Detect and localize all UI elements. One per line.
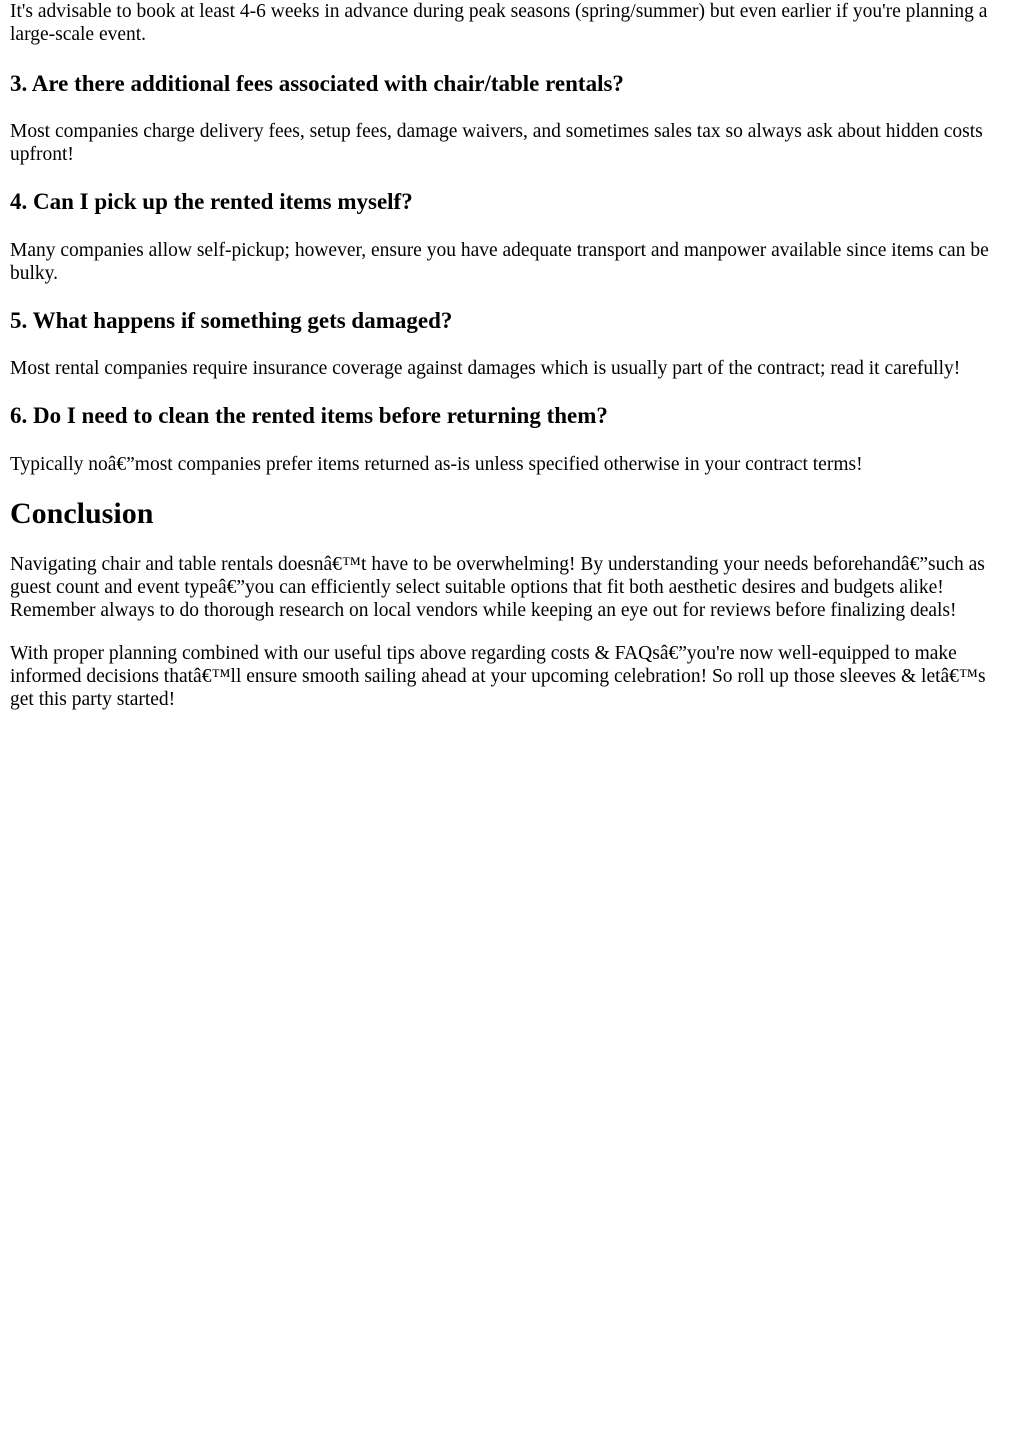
intro-paragraph: It's advisable to book at least 4-6 weeks in advance during peak seasons (spring/summer) but even earlier if you're planning a large-scale event. (10, 1, 988, 45)
faq-answer-3: Most companies charge delivery fees, setup fees, damage waivers, and sometimes sales tax so always ask about hidden costs upfront! (10, 121, 983, 165)
faq-question-5: 5. What happens if something gets damaged? (10, 308, 453, 333)
faq-answer-6: Typically noâ€”most companies prefer items returned as-is unless specified otherwise in your contract terms! (10, 454, 863, 475)
faq-answer-5: Most rental companies require insurance coverage against damages which is usually part of the contract; read it carefully! (10, 358, 961, 379)
faq-question-3: 3. Are there additional fees associated with chair/table rentals? (10, 71, 624, 96)
conclusion-paragraph-1: Navigating chair and table rentals doesnâ€™t have to be overwhelming! By understanding your needs beforehandâ€”such as guest count and event typeâ€”you can efficiently select suitable options that fit both aesthetic desires and budgets alike! Remember always to do thorough research on local vendors while keeping an eye out for reviews before finalizing deals! (10, 554, 985, 621)
faq-question-4: 4. Can I pick up the rented items myself? (10, 189, 413, 214)
conclusion-paragraph-2: With proper planning combined with our useful tips above regarding costs & FAQsâ€”you're now well-equipped to make informed decisions thatâ€™ll ensure smooth sailing ahead at your upcoming celebration! So roll up those sleeves & letâ€™s get this party started! (10, 643, 986, 710)
faq-answer-4: Many companies allow self-pickup; however, ensure you have adequate transport and manpower available since items can be bulky. (10, 240, 989, 284)
faq-question-6: 6. Do I need to clean the rented items before returning them? (10, 403, 608, 428)
article-body (0, 0, 1024, 711)
conclusion-heading: Conclusion (10, 497, 154, 530)
